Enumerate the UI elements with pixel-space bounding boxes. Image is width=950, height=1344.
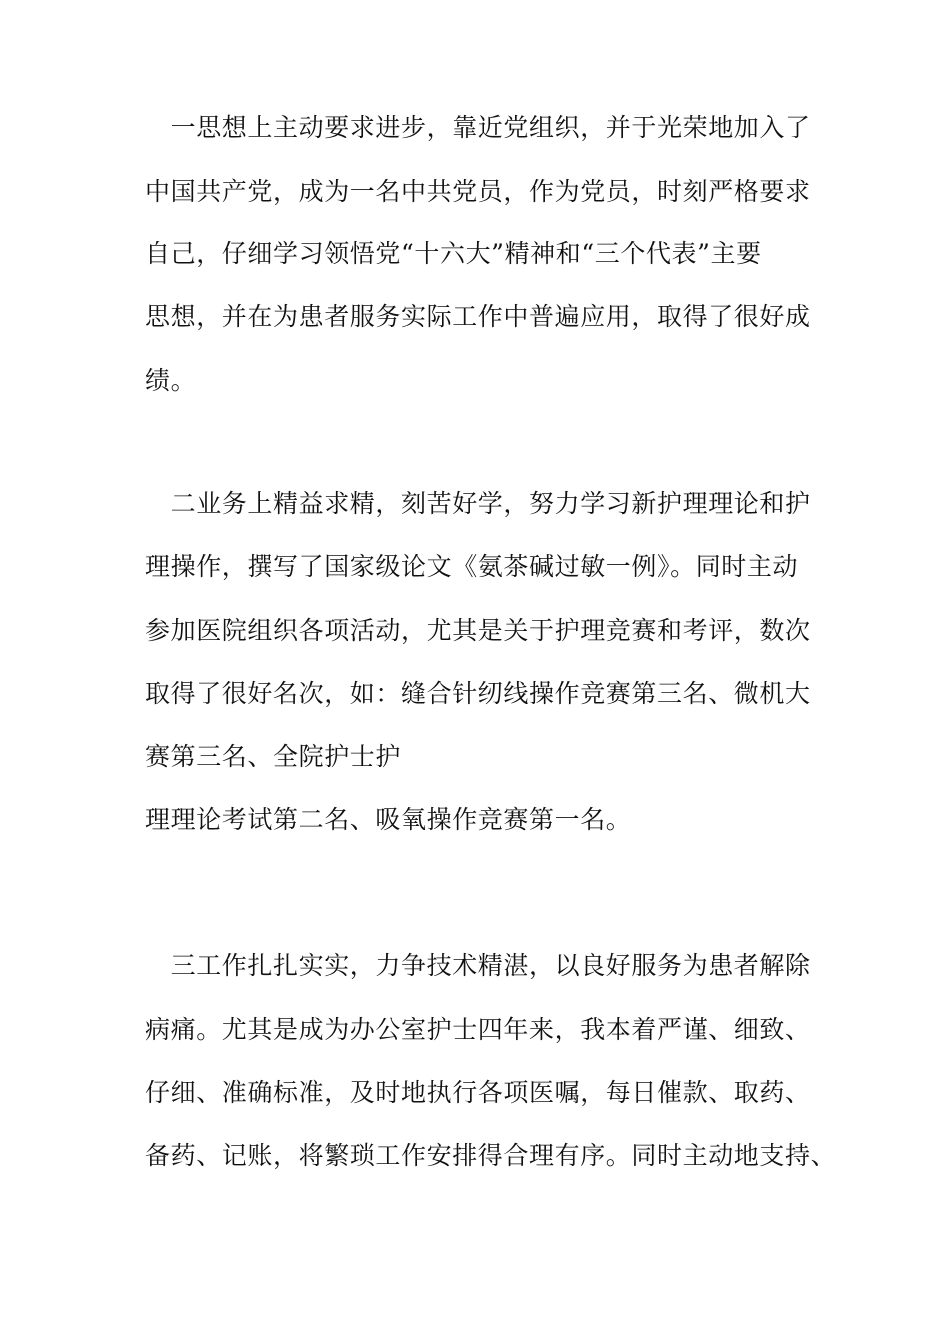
paragraph-3-line-4: 备药、记账，将繁琐工作安排得合理有序。同时主动地支持、: [145, 1141, 837, 1170]
paragraph-2-line-4: 取得了很好名次，如：缝合针纫线操作竞赛第三名、微机大: [145, 679, 811, 708]
paragraph-1-line-5: 绩。: [145, 366, 197, 395]
paragraph-1-line-2: 中国共产党，成为一名中共党员，作为党员，时刻严格要求: [145, 177, 811, 206]
paragraph-1-line-3: 自己，仔细学习领悟党“十六大”精神和“三个代表”主要: [145, 239, 762, 268]
paragraph-3-line-2: 病痛。尤其是成为办公室护士四年来，我本着严谨、细致、: [145, 1015, 811, 1044]
paragraph-1-line-4: 思想，并在为患者服务实际工作中普遍应用，取得了很好成: [145, 302, 811, 331]
paragraph-2-line-1: 二业务上精益求精，刻苦好学，努力学习新护理理论和护: [145, 489, 811, 518]
paragraph-2-line-2: 理操作，撰写了国家级论文《氨茶碱过敏一例》。同时主动: [145, 552, 799, 581]
paragraph-1-line-1: 一思想上主动要求进步，靠近党组织，并于光荣地加入了: [145, 113, 811, 142]
paragraph-3-line-3: 仔细、准确标准，及时地执行各项医嘱，每日催款、取药、: [145, 1078, 811, 1107]
paragraph-2-line-5: 赛第三名、全院护士护: [145, 742, 402, 771]
paragraph-3-line-1: 三工作扎扎实实，力争技术精湛，以良好服务为患者解除: [145, 951, 811, 980]
paragraph-2-line-3: 参加医院组织各项活动，尤其是关于护理竞赛和考评，数次: [145, 616, 811, 645]
paragraph-2-line-6: 理理论考试第二名、吸氧操作竞赛第一名。: [145, 805, 632, 834]
